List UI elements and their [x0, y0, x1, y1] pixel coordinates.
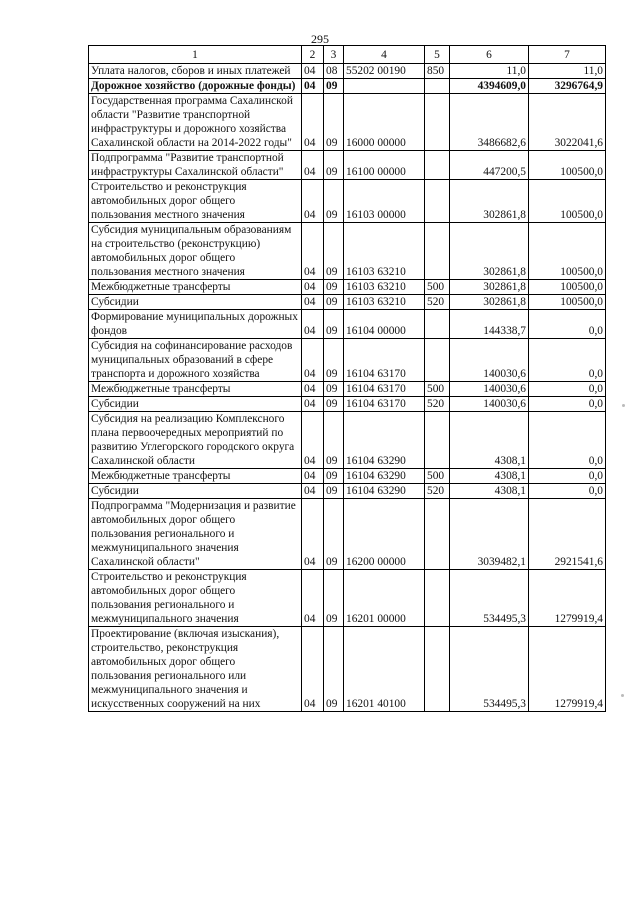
- amount-col7-cell: 0,0: [529, 310, 606, 339]
- column-header: 6: [450, 46, 529, 64]
- table-row: [89, 79, 606, 94]
- expense-type-cell: 520: [425, 484, 450, 499]
- expense-type-cell: 500: [425, 382, 450, 397]
- column-header: 1: [89, 46, 302, 64]
- target-article-cell: 16000 00000: [344, 94, 425, 151]
- table-row: [89, 310, 606, 339]
- amount-col7-cell: 0,0: [529, 469, 606, 484]
- amount-col6-cell: 140030,6: [450, 339, 529, 382]
- amount-col6-cell: 4308,1: [450, 484, 529, 499]
- subsection-code-cell: 09: [324, 310, 344, 339]
- row-name-cell: Уплата налогов, сборов и иных платежей: [89, 64, 302, 79]
- table-row: [89, 295, 606, 310]
- amount-col6-cell: 144338,7: [450, 310, 529, 339]
- scan-speck: [621, 694, 624, 697]
- table-row: [89, 382, 606, 397]
- target-article-cell: 16103 63210: [344, 223, 425, 280]
- section-code-cell: 04: [302, 397, 324, 412]
- table-row: [89, 339, 606, 382]
- table-row: [89, 151, 606, 180]
- section-code-cell: 04: [302, 310, 324, 339]
- expense-type-cell: [425, 627, 450, 712]
- amount-col7-cell: 0,0: [529, 397, 606, 412]
- section-code-cell: 04: [302, 94, 324, 151]
- expense-type-cell: [425, 94, 450, 151]
- subsection-code-cell: 09: [324, 339, 344, 382]
- subsection-code-cell: 09: [324, 499, 344, 570]
- amount-col6-cell: 4308,1: [450, 469, 529, 484]
- section-code-cell: 04: [302, 627, 324, 712]
- subsection-code-cell: 09: [324, 94, 344, 151]
- subsection-code-cell: 09: [324, 570, 344, 627]
- row-name-cell: Субсидии: [89, 295, 302, 310]
- expense-type-cell: [425, 151, 450, 180]
- row-name-cell: Проектирование (включая изыскания), строительство, реконструкция автомобильных дорог общего пользования регионального или межмуниципального значения и искусственных сооружений на них: [89, 627, 302, 712]
- target-article-cell: 16103 63210: [344, 295, 425, 310]
- column-header: 3: [324, 46, 344, 64]
- target-article-cell: [344, 79, 425, 94]
- subsection-code-cell: 09: [324, 151, 344, 180]
- column-header: 7: [529, 46, 606, 64]
- section-code-cell: 04: [302, 499, 324, 570]
- section-code-cell: 04: [302, 151, 324, 180]
- row-name-cell: Субсидии: [89, 484, 302, 499]
- table-row: [89, 627, 606, 712]
- row-name-cell: Межбюджетные трансферты: [89, 469, 302, 484]
- table-row: [89, 64, 606, 79]
- table-row: [89, 180, 606, 223]
- table-row: [89, 412, 606, 469]
- amount-col7-cell: 100500,0: [529, 280, 606, 295]
- amount-col7-cell: 1279919,4: [529, 627, 606, 712]
- column-header: 2: [302, 46, 324, 64]
- row-name-cell: Дорожное хозяйство (дорожные фонды): [89, 79, 302, 94]
- section-code-cell: 04: [302, 484, 324, 499]
- amount-col6-cell: 3486682,6: [450, 94, 529, 151]
- amount-col7-cell: 0,0: [529, 382, 606, 397]
- column-header: 5: [425, 46, 450, 64]
- amount-col7-cell: 3296764,9: [529, 79, 606, 94]
- page-number: 295: [311, 32, 329, 46]
- expense-type-cell: 850: [425, 64, 450, 79]
- subsection-code-cell: 09: [324, 223, 344, 280]
- scan-speck: [622, 404, 625, 407]
- expense-type-cell: [425, 339, 450, 382]
- section-code-cell: 04: [302, 570, 324, 627]
- amount-col6-cell: 447200,5: [450, 151, 529, 180]
- target-article-cell: 16104 63170: [344, 382, 425, 397]
- amount-col7-cell: 0,0: [529, 339, 606, 382]
- amount-col6-cell: 534495,3: [450, 627, 529, 712]
- amount-col7-cell: 0,0: [529, 412, 606, 469]
- amount-col6-cell: 140030,6: [450, 382, 529, 397]
- row-name-cell: Субсидия на софинансирование расходов муниципальных образований в сфере транспорта и дорожного хозяйства: [89, 339, 302, 382]
- target-article-cell: 16103 00000: [344, 180, 425, 223]
- column-header: 4: [344, 46, 425, 64]
- amount-col7-cell: 11,0: [529, 64, 606, 79]
- section-code-cell: 04: [302, 280, 324, 295]
- amount-col6-cell: 302861,8: [450, 223, 529, 280]
- target-article-cell: 16104 63290: [344, 412, 425, 469]
- subsection-code-cell: 09: [324, 627, 344, 712]
- row-name-cell: Субсидии: [89, 397, 302, 412]
- expense-type-cell: 500: [425, 469, 450, 484]
- subsection-code-cell: 09: [324, 469, 344, 484]
- amount-col6-cell: 4394609,0: [450, 79, 529, 94]
- table-row: [89, 223, 606, 280]
- target-article-cell: 55202 00190: [344, 64, 425, 79]
- subsection-code-cell: 09: [324, 484, 344, 499]
- row-name-cell: Строительство и реконструкция автомобильных дорог общего пользования регионального и межмуниципального значения: [89, 570, 302, 627]
- target-article-cell: 16104 00000: [344, 310, 425, 339]
- expense-type-cell: [425, 570, 450, 627]
- subsection-code-cell: 09: [324, 382, 344, 397]
- subsection-code-cell: 09: [324, 79, 344, 94]
- subsection-code-cell: 09: [324, 295, 344, 310]
- amount-col6-cell: 3039482,1: [450, 499, 529, 570]
- expense-type-cell: 520: [425, 397, 450, 412]
- section-code-cell: 04: [302, 339, 324, 382]
- budget-table: [88, 45, 606, 712]
- table-row: [89, 499, 606, 570]
- section-code-cell: 04: [302, 412, 324, 469]
- amount-col7-cell: 100500,0: [529, 295, 606, 310]
- amount-col6-cell: 140030,6: [450, 397, 529, 412]
- amount-col7-cell: 100500,0: [529, 180, 606, 223]
- row-name-cell: Подпрограмма "Модернизация и развитие автомобильных дорог общего пользования регионального и межмуниципального значения Сахалинской области": [89, 499, 302, 570]
- amount-col7-cell: 100500,0: [529, 223, 606, 280]
- amount-col6-cell: 302861,8: [450, 180, 529, 223]
- section-code-cell: 04: [302, 79, 324, 94]
- amount-col7-cell: 3022041,6: [529, 94, 606, 151]
- subsection-code-cell: 08: [324, 64, 344, 79]
- target-article-cell: 16103 63210: [344, 280, 425, 295]
- amount-col7-cell: 2921541,6: [529, 499, 606, 570]
- section-code-cell: 04: [302, 469, 324, 484]
- amount-col6-cell: 4308,1: [450, 412, 529, 469]
- amount-col7-cell: 100500,0: [529, 151, 606, 180]
- table-row: [89, 570, 606, 627]
- amount-col6-cell: 534495,3: [450, 570, 529, 627]
- expense-type-cell: [425, 180, 450, 223]
- expense-type-cell: [425, 79, 450, 94]
- table-header-row: [89, 46, 606, 64]
- section-code-cell: 04: [302, 382, 324, 397]
- amount-col6-cell: 11,0: [450, 64, 529, 79]
- target-article-cell: 16201 00000: [344, 570, 425, 627]
- section-code-cell: 04: [302, 180, 324, 223]
- row-name-cell: Субсидия муниципальным образованиям на строительство (реконструкцию) автомобильных дорог общего пользования местного значения: [89, 223, 302, 280]
- target-article-cell: 16104 63290: [344, 469, 425, 484]
- row-name-cell: Субсидия на реализацию Комплексного плана первоочередных мероприятий по развитию Углегорского городского округа Сахалинской области: [89, 412, 302, 469]
- subsection-code-cell: 09: [324, 280, 344, 295]
- table-row: [89, 484, 606, 499]
- amount-col6-cell: 302861,8: [450, 295, 529, 310]
- target-article-cell: 16104 63290: [344, 484, 425, 499]
- section-code-cell: 04: [302, 295, 324, 310]
- target-article-cell: 16104 63170: [344, 339, 425, 382]
- expense-type-cell: 520: [425, 295, 450, 310]
- amount-col7-cell: 0,0: [529, 484, 606, 499]
- expense-type-cell: [425, 412, 450, 469]
- row-name-cell: Подпрограмма "Развитие транспортной инфраструктуры Сахалинской области": [89, 151, 302, 180]
- amount-col7-cell: 1279919,4: [529, 570, 606, 627]
- subsection-code-cell: 09: [324, 180, 344, 223]
- target-article-cell: 16200 00000: [344, 499, 425, 570]
- expense-type-cell: [425, 223, 450, 280]
- expense-type-cell: 500: [425, 280, 450, 295]
- row-name-cell: Государственная программа Сахалинской области "Развитие транспортной инфраструктуры и дорожного хозяйства Сахалинской области на 2014-2022 годы": [89, 94, 302, 151]
- section-code-cell: 04: [302, 64, 324, 79]
- expense-type-cell: [425, 310, 450, 339]
- row-name-cell: Межбюджетные трансферты: [89, 280, 302, 295]
- subsection-code-cell: 09: [324, 412, 344, 469]
- subsection-code-cell: 09: [324, 397, 344, 412]
- table-row: [89, 280, 606, 295]
- section-code-cell: 04: [302, 223, 324, 280]
- target-article-cell: 16201 40100: [344, 627, 425, 712]
- target-article-cell: 16100 00000: [344, 151, 425, 180]
- table-row: [89, 397, 606, 412]
- row-name-cell: Межбюджетные трансферты: [89, 382, 302, 397]
- expense-type-cell: [425, 499, 450, 570]
- table-row: [89, 469, 606, 484]
- target-article-cell: 16104 63170: [344, 397, 425, 412]
- table-row: [89, 94, 606, 151]
- row-name-cell: Формирование муниципальных дорожных фондов: [89, 310, 302, 339]
- row-name-cell: Строительство и реконструкция автомобильных дорог общего пользования местного значения: [89, 180, 302, 223]
- amount-col6-cell: 302861,8: [450, 280, 529, 295]
